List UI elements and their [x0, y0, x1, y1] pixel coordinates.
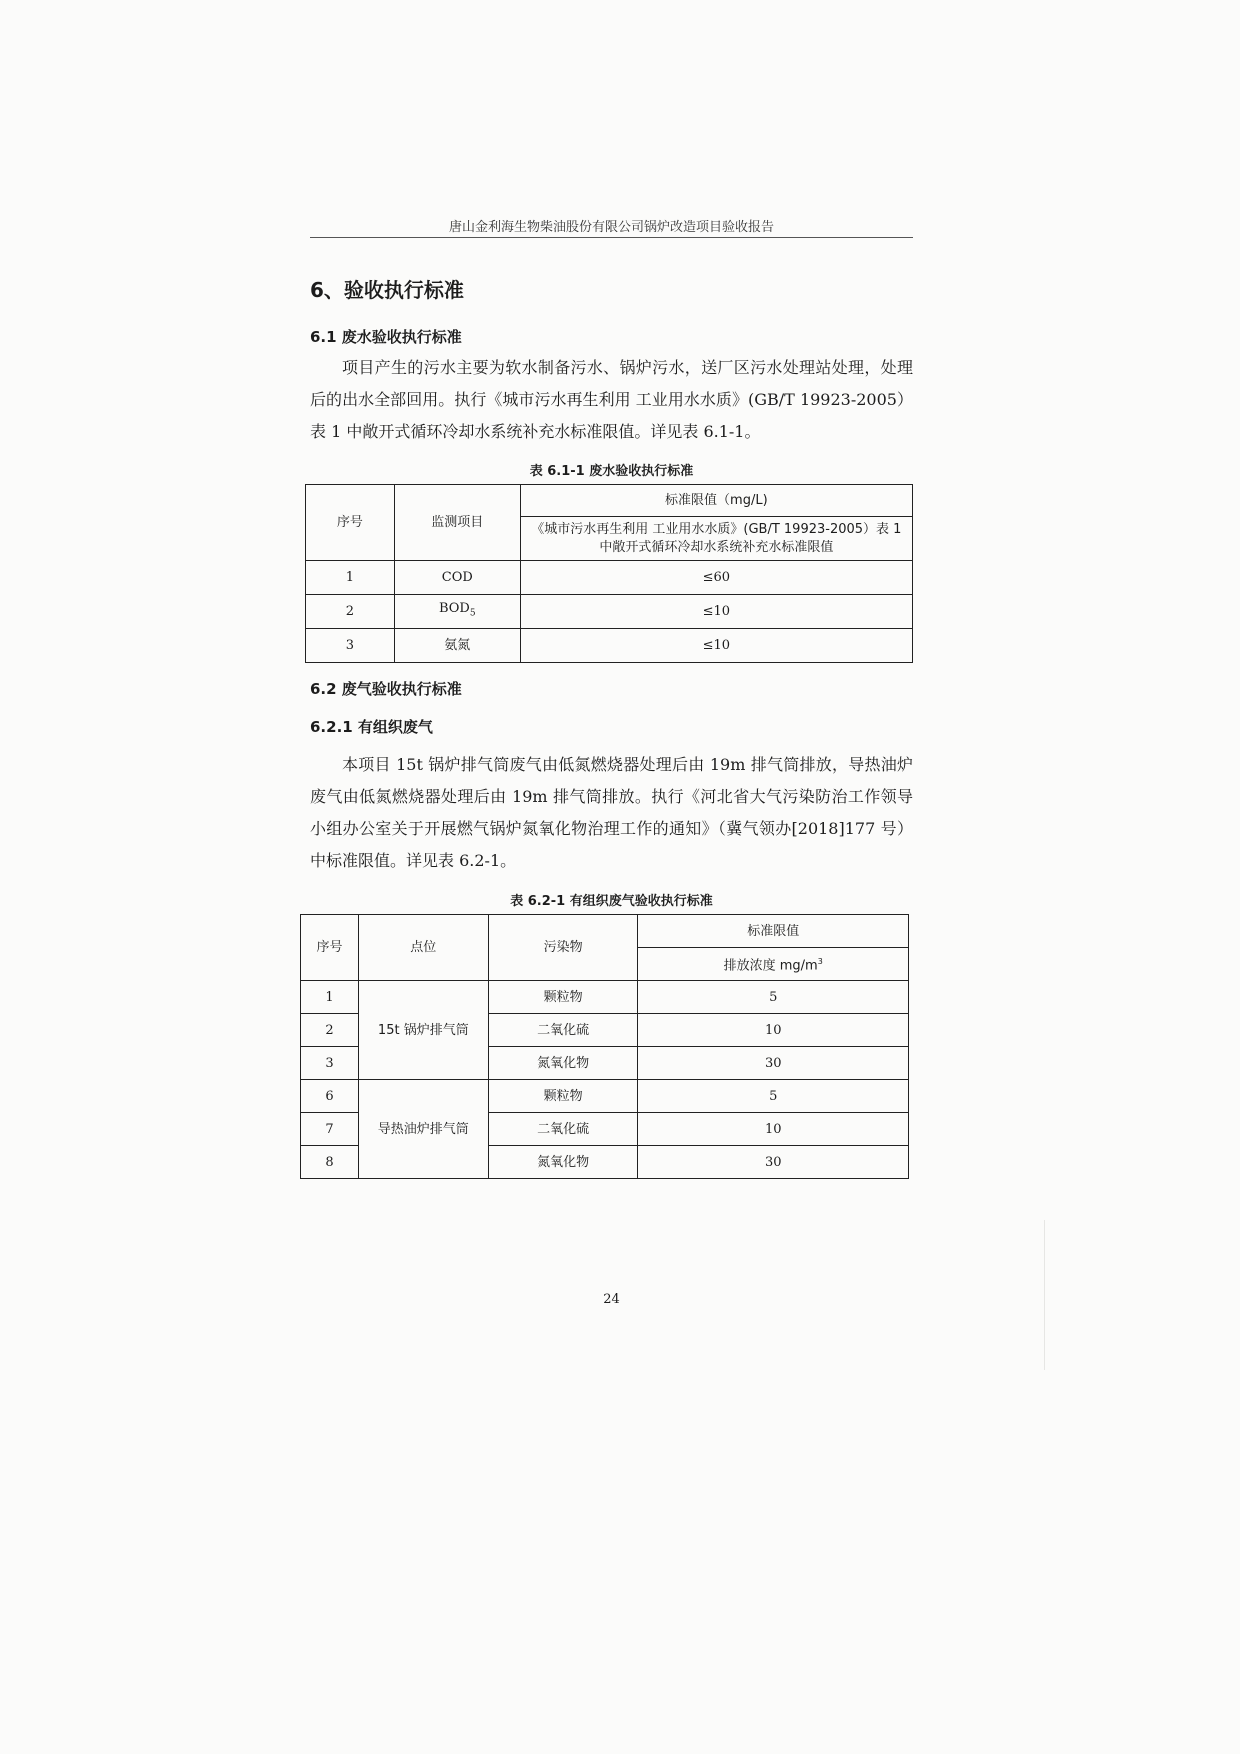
cell-no: 7	[301, 1113, 359, 1146]
cell-item-main: BOD	[438, 601, 470, 617]
cell-point: 15t 锅炉排气筒	[358, 981, 488, 1080]
cell-item: COD	[394, 561, 520, 595]
cell-item-subscript: 5	[469, 608, 476, 619]
header-cell-limit: 标准限值	[638, 915, 909, 948]
cell-no: 1	[301, 981, 359, 1014]
cell-no: 6	[301, 1080, 359, 1113]
header-cell-point: 点位	[358, 915, 488, 981]
paragraph-6-1: 项目产生的污水主要为软水制备污水、锅炉污水，送厂区污水处理站处理，处理后的出水全部回用。执行《城市污水再生利用 工业用水水质》(GB/T 19923-2005）表 1 中敞开式循环冷却水系统补充水标准限值。详见表 6.1-1。	[310, 358, 913, 441]
header-cell-pollutant: 污染物	[488, 915, 638, 981]
cell-pollutant: 氮氧化物	[488, 1047, 638, 1080]
table-row	[306, 595, 913, 629]
header-cell-concentration	[638, 948, 909, 981]
table-row	[306, 629, 913, 663]
cell-pollutant: 颗粒物	[488, 1080, 638, 1113]
cell-pollutant: 二氧化硫	[488, 1113, 638, 1146]
header-rule	[310, 237, 913, 238]
cell-limit: ≤60	[520, 561, 912, 595]
section-heading: 6、验收执行标准	[310, 278, 464, 302]
cell-value: 5	[638, 1080, 909, 1113]
cell-pollutant: 颗粒物	[488, 981, 638, 1014]
cell-value: 30	[638, 1047, 909, 1080]
cell-value: 10	[638, 1014, 909, 1047]
cell-limit: ≤10	[520, 629, 912, 663]
header-cell-no: 序号	[301, 915, 359, 981]
table-row	[301, 981, 909, 1014]
cell-point: 导热油炉排气筒	[358, 1080, 488, 1179]
cell-no: 1	[306, 561, 395, 595]
page-number: 24	[603, 1292, 620, 1307]
subsection-heading-6-2-1: 6.2.1 有组织废气	[310, 718, 433, 736]
cell-no: 3	[301, 1047, 359, 1080]
organized-exhaust-standards-table	[300, 914, 909, 1179]
cell-no: 2	[301, 1014, 359, 1047]
subsection-heading-6-2: 6.2 废气验收执行标准	[310, 680, 462, 698]
header-cell-item: 监测项目	[394, 485, 520, 561]
table-row	[306, 561, 913, 595]
cell-item	[394, 595, 520, 629]
cell-pollutant: 氮氧化物	[488, 1146, 638, 1179]
table-row	[301, 1080, 909, 1113]
cell-limit: ≤10	[520, 595, 912, 629]
cell-value: 10	[638, 1113, 909, 1146]
running-header: 唐山金利海生物柴油股份有限公司锅炉改造项目验收报告	[448, 220, 774, 235]
cell-no: 3	[306, 629, 395, 663]
cell-value: 5	[638, 981, 909, 1014]
cell-no: 8	[301, 1146, 359, 1179]
cell-pollutant: 二氧化硫	[488, 1014, 638, 1047]
header-cell-no: 序号	[306, 485, 395, 561]
header-cell-standard: 《城市污水再生利用 工业用水水质》(GB/T 19923-2005）表 1 中敞开式循环冷却水系统补充水标准限值	[520, 517, 912, 561]
table-6-1-caption: 表 6.1-1 废水验收执行标准	[529, 464, 694, 479]
table-6-2-1-caption: 表 6.2-1 有组织废气验收执行标准	[510, 894, 713, 909]
cell-no: 2	[306, 595, 395, 629]
header-cell-limit: 标准限值（mg/L)	[520, 485, 912, 517]
paragraph-6-2-1: 本项目 15t 锅炉排气筒废气由低氮燃烧器处理后由 19m 排气筒排放，导热油炉废气由低氮燃烧器处理后由 19m 排气筒排放。执行《河北省大气污染防治工作领导小组办公室关于开展燃气锅炉氮氧化物治理工作的通知》（冀气领办[2018]177 号）中标准限值。详见表 6.2-1。	[310, 755, 913, 870]
subsection-heading-6-1: 6.1 废水验收执行标准	[310, 328, 462, 346]
concentration-superscript: 3	[817, 957, 823, 967]
concentration-label: 排放浓度 mg/m	[723, 958, 818, 974]
wastewater-standards-table	[305, 484, 913, 663]
scan-artifact	[1044, 1220, 1045, 1370]
cell-value: 30	[638, 1146, 909, 1179]
cell-item: 氨氮	[394, 629, 520, 663]
